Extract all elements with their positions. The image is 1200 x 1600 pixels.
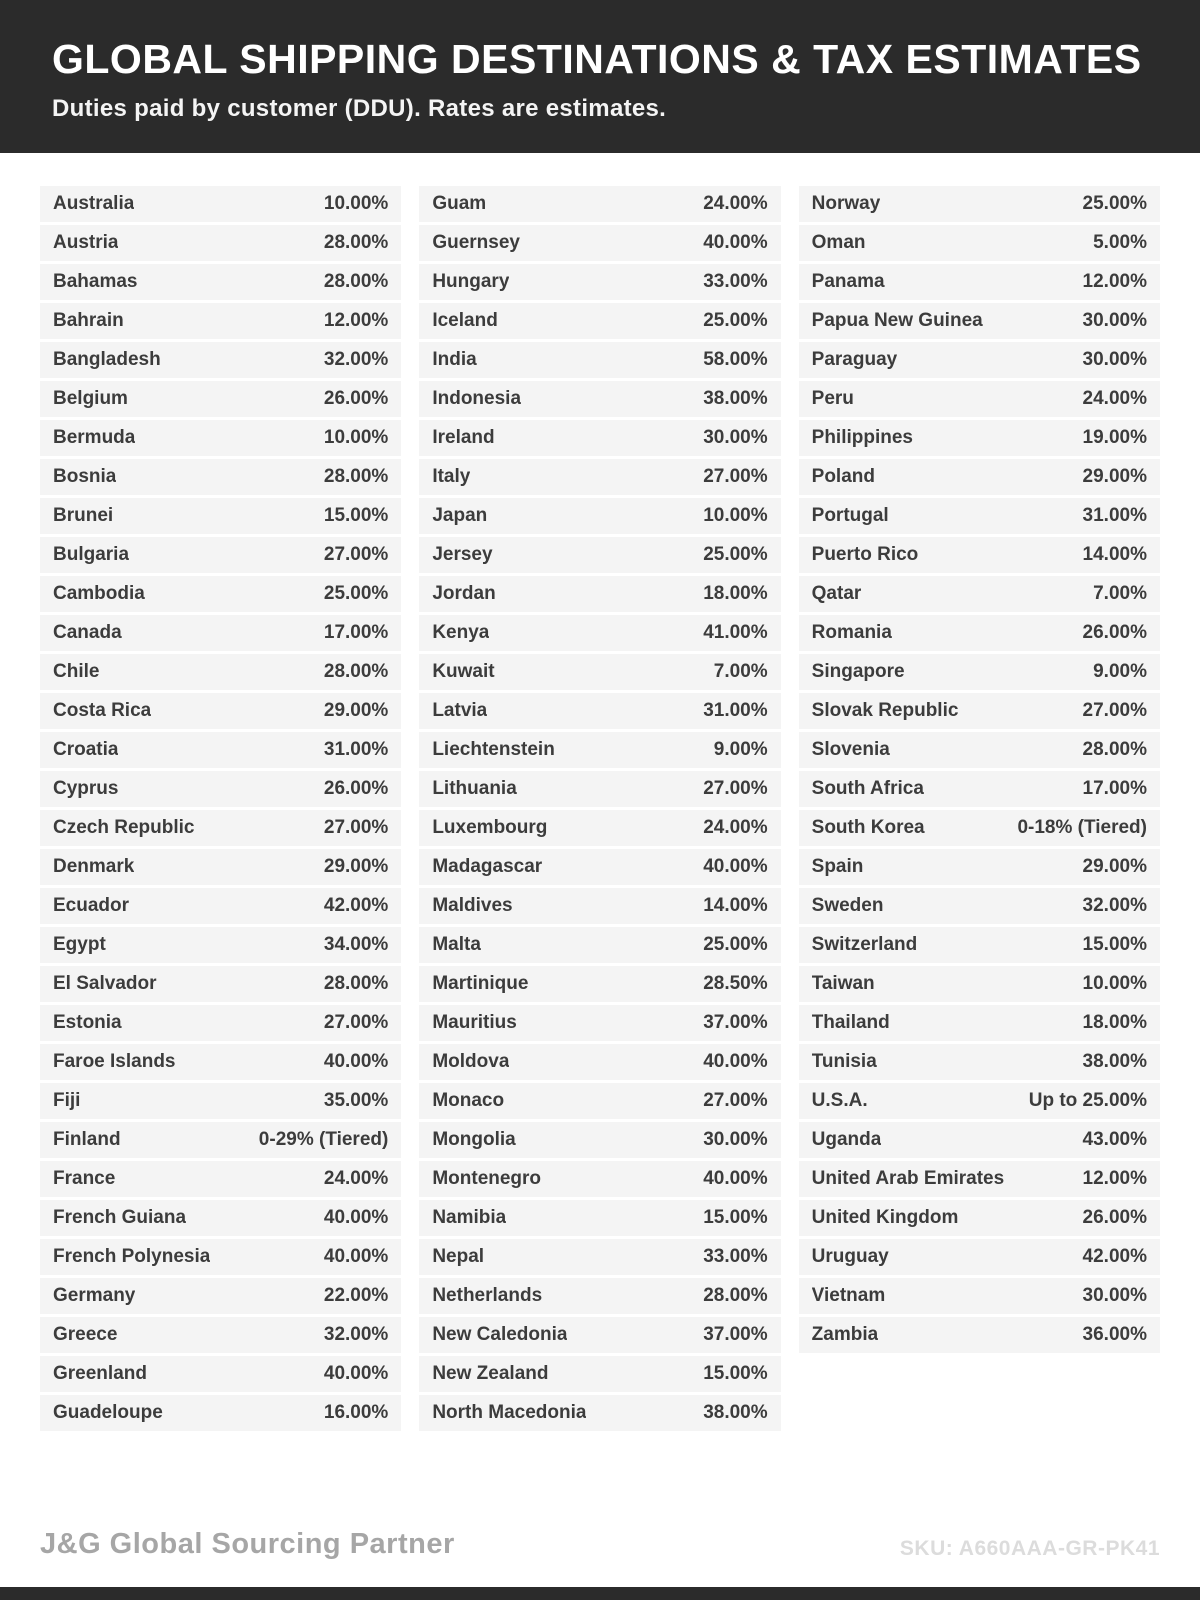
tax-column-3 xyxy=(799,186,1160,1356)
tax-rate: 28.00% xyxy=(703,1285,768,1307)
tax-row xyxy=(40,1161,401,1197)
tax-row xyxy=(40,1278,401,1314)
tax-rate: 27.00% xyxy=(703,466,768,488)
tax-row xyxy=(40,888,401,924)
tax-row xyxy=(40,966,401,1002)
tax-row xyxy=(419,732,780,768)
tax-row xyxy=(799,693,1160,729)
country-name: Bahrain xyxy=(53,310,124,332)
tax-rate: 9.00% xyxy=(1093,661,1147,683)
tax-row xyxy=(799,1239,1160,1275)
country-name: Mauritius xyxy=(432,1012,517,1034)
country-name: Lithuania xyxy=(432,778,517,800)
tax-row xyxy=(40,810,401,846)
country-name: Spain xyxy=(811,856,864,878)
country-name: Maldives xyxy=(432,895,513,917)
country-name: Canada xyxy=(53,622,122,644)
tax-row xyxy=(799,1044,1160,1080)
country-name: United Kingdom xyxy=(811,1207,959,1229)
tax-rate: 29.00% xyxy=(1082,856,1147,878)
tax-rate: 28.00% xyxy=(1082,739,1147,761)
tax-row xyxy=(419,771,780,807)
tax-rate: 15.00% xyxy=(1082,934,1147,956)
country-name: Italy xyxy=(432,466,471,488)
tax-row xyxy=(799,303,1160,339)
country-name: Nepal xyxy=(432,1246,485,1268)
tax-row xyxy=(419,1356,780,1392)
tax-row xyxy=(419,576,780,612)
tax-rate: 9.00% xyxy=(713,739,768,761)
tax-row xyxy=(40,264,401,300)
tax-rate: 40.00% xyxy=(323,1363,389,1385)
country-name: Namibia xyxy=(432,1207,507,1229)
tax-rate: 38.00% xyxy=(1082,1051,1147,1073)
tax-rate: 40.00% xyxy=(703,1051,768,1073)
tax-rate: 28.00% xyxy=(323,466,389,488)
country-name: Egypt xyxy=(53,934,106,956)
country-name: Philippines xyxy=(811,427,914,449)
country-name: French Polynesia xyxy=(53,1246,211,1268)
tax-rate: 31.00% xyxy=(323,739,389,761)
tax-row xyxy=(40,654,401,690)
tax-rate: 17.00% xyxy=(323,622,389,644)
tax-row xyxy=(40,1122,401,1158)
country-name: Germany xyxy=(53,1285,136,1307)
country-name: Paraguay xyxy=(811,349,898,371)
tax-row xyxy=(40,1083,401,1119)
country-name: Switzerland xyxy=(811,934,918,956)
country-name: Bulgaria xyxy=(53,544,130,566)
tax-row xyxy=(40,303,401,339)
tax-rate: 10.00% xyxy=(323,193,389,215)
tax-rate: 58.00% xyxy=(703,349,768,371)
tax-rate: 5.00% xyxy=(1093,232,1147,254)
tax-row xyxy=(419,1200,780,1236)
country-name: Faroe Islands xyxy=(53,1051,176,1073)
tax-row xyxy=(40,1356,401,1392)
tax-row xyxy=(799,1317,1160,1353)
country-name: Jersey xyxy=(432,544,493,566)
country-name: Hungary xyxy=(432,271,510,293)
tax-row xyxy=(40,1395,401,1431)
brand-name: J&G Global Sourcing Partner xyxy=(40,1528,455,1560)
country-name: Cyprus xyxy=(53,778,119,800)
tax-row xyxy=(799,966,1160,1002)
tax-row xyxy=(419,810,780,846)
country-name: Jordan xyxy=(432,583,496,605)
tax-rate: 24.00% xyxy=(703,193,768,215)
country-name: French Guiana xyxy=(53,1207,187,1229)
country-name: Guadeloupe xyxy=(53,1402,163,1424)
country-name: France xyxy=(53,1168,116,1190)
tax-row xyxy=(419,381,780,417)
tax-rate: 25.00% xyxy=(703,934,768,956)
tax-row xyxy=(799,732,1160,768)
tax-rate: 30.00% xyxy=(703,427,768,449)
tax-row xyxy=(799,1161,1160,1197)
country-name: India xyxy=(432,349,477,371)
tax-rate: 35.00% xyxy=(323,1090,389,1112)
tax-row xyxy=(419,1044,780,1080)
country-name: Portugal xyxy=(811,505,889,527)
country-name: El Salvador xyxy=(53,973,157,995)
country-name: Belgium xyxy=(53,388,128,410)
tax-row xyxy=(419,1317,780,1353)
country-name: United Arab Emirates xyxy=(811,1168,1005,1190)
country-name: Luxembourg xyxy=(432,817,548,839)
country-name: Latvia xyxy=(432,700,488,722)
country-name: Papua New Guinea xyxy=(811,310,983,332)
tax-rate: 24.00% xyxy=(323,1168,389,1190)
country-name: Japan xyxy=(432,505,488,527)
country-name: Liechtenstein xyxy=(432,739,555,761)
tax-rate: 12.00% xyxy=(1082,1168,1147,1190)
tax-rate: 26.00% xyxy=(1082,1207,1147,1229)
tax-rate: 24.00% xyxy=(703,817,768,839)
tax-rate: 25.00% xyxy=(1082,193,1147,215)
country-name: Slovak Republic xyxy=(811,700,959,722)
country-name: Guernsey xyxy=(432,232,520,254)
country-name: Moldova xyxy=(432,1051,510,1073)
country-name: Peru xyxy=(811,388,854,410)
country-name: Indonesia xyxy=(432,388,522,410)
tax-rate: 0-29% (Tiered) xyxy=(258,1129,389,1151)
country-name: Monaco xyxy=(432,1090,505,1112)
tax-row xyxy=(40,1200,401,1236)
tax-rate: 32.00% xyxy=(1082,895,1147,917)
tax-row xyxy=(40,186,401,222)
tax-row xyxy=(419,1161,780,1197)
tax-rate: 27.00% xyxy=(703,1090,768,1112)
tax-column-2 xyxy=(419,186,780,1434)
tax-row xyxy=(40,420,401,456)
tax-rate: 15.00% xyxy=(703,1207,768,1229)
tax-rate: 18.00% xyxy=(1082,1012,1147,1034)
tax-row xyxy=(799,342,1160,378)
country-name: Thailand xyxy=(811,1012,890,1034)
page-title: GLOBAL SHIPPING DESTINATIONS & TAX ESTIMATES xyxy=(52,36,1142,82)
tax-rate: 24.00% xyxy=(1082,388,1147,410)
tax-rate: 31.00% xyxy=(703,700,768,722)
page-subtitle: Duties paid by customer (DDU). Rates are estimates. xyxy=(52,95,667,123)
country-name: Montenegro xyxy=(432,1168,542,1190)
tax-row xyxy=(40,576,401,612)
country-name: Malta xyxy=(432,934,481,956)
tax-row xyxy=(419,225,780,261)
tax-rate: 43.00% xyxy=(1082,1129,1147,1151)
tax-row xyxy=(799,498,1160,534)
tax-row xyxy=(799,381,1160,417)
country-name: Guam xyxy=(432,193,487,215)
tax-rate: 26.00% xyxy=(1082,622,1147,644)
header xyxy=(0,0,1200,153)
tax-rate: 27.00% xyxy=(323,1012,389,1034)
tax-row xyxy=(799,615,1160,651)
tax-rate: 19.00% xyxy=(1082,427,1147,449)
country-name: North Macedonia xyxy=(432,1402,587,1424)
tax-row xyxy=(419,615,780,651)
country-name: New Caledonia xyxy=(432,1324,568,1346)
tax-row xyxy=(40,849,401,885)
tax-rate: 17.00% xyxy=(1082,778,1147,800)
country-name: Bosnia xyxy=(53,466,117,488)
country-name: Bangladesh xyxy=(53,349,161,371)
tax-row xyxy=(40,498,401,534)
tax-rate: Up to 25.00% xyxy=(1028,1090,1147,1112)
tax-table xyxy=(0,153,1200,1434)
tax-row xyxy=(799,771,1160,807)
tax-row xyxy=(40,1317,401,1353)
tax-row xyxy=(419,420,780,456)
country-name: Ecuador xyxy=(53,895,130,917)
tax-rate: 7.00% xyxy=(1093,583,1147,605)
tax-rate: 26.00% xyxy=(323,388,389,410)
country-name: Uruguay xyxy=(811,1246,889,1268)
tax-row xyxy=(419,654,780,690)
tax-rate: 30.00% xyxy=(1082,310,1147,332)
country-name: Estonia xyxy=(53,1012,122,1034)
country-name: Madagascar xyxy=(432,856,543,878)
tax-row xyxy=(419,1239,780,1275)
tax-rate: 40.00% xyxy=(323,1246,389,1268)
tax-rate: 12.00% xyxy=(1082,271,1147,293)
tax-rate: 36.00% xyxy=(1082,1324,1147,1346)
country-name: Costa Rica xyxy=(53,700,152,722)
tax-rate: 40.00% xyxy=(323,1051,389,1073)
tax-rate: 25.00% xyxy=(323,583,389,605)
tax-row xyxy=(419,849,780,885)
country-name: Fiji xyxy=(53,1090,81,1112)
tax-row xyxy=(799,1200,1160,1236)
tax-row xyxy=(419,888,780,924)
tax-rate: 30.00% xyxy=(703,1129,768,1151)
tax-row xyxy=(799,420,1160,456)
country-name: Qatar xyxy=(811,583,862,605)
tax-row xyxy=(419,1395,780,1431)
tax-rate: 27.00% xyxy=(323,817,389,839)
country-name: Kenya xyxy=(432,622,490,644)
tax-row xyxy=(799,1083,1160,1119)
country-name: Croatia xyxy=(53,739,119,761)
tax-rate: 37.00% xyxy=(703,1012,768,1034)
country-name: Slovenia xyxy=(811,739,890,761)
tax-rate: 37.00% xyxy=(703,1324,768,1346)
country-name: Vietnam xyxy=(811,1285,886,1307)
country-name: Australia xyxy=(53,193,135,215)
country-name: Panama xyxy=(811,271,885,293)
tax-rate: 41.00% xyxy=(703,622,768,644)
country-name: Taiwan xyxy=(811,973,875,995)
tax-row xyxy=(419,1122,780,1158)
tax-row xyxy=(419,186,780,222)
country-name: Uganda xyxy=(811,1129,882,1151)
tax-rate: 28.00% xyxy=(323,973,389,995)
country-name: Greece xyxy=(53,1324,118,1346)
tax-rate: 10.00% xyxy=(323,427,389,449)
country-name: Ireland xyxy=(432,427,495,449)
tax-rate: 42.00% xyxy=(323,895,389,917)
tax-rate: 28.00% xyxy=(323,661,389,683)
country-name: Denmark xyxy=(53,856,135,878)
country-name: Tunisia xyxy=(811,1051,877,1073)
country-name: Puerto Rico xyxy=(811,544,919,566)
country-name: Czech Republic xyxy=(53,817,195,839)
tax-rate: 10.00% xyxy=(703,505,768,527)
tax-row xyxy=(799,537,1160,573)
tax-row xyxy=(419,498,780,534)
tax-row xyxy=(799,1005,1160,1041)
tax-rate: 29.00% xyxy=(1082,466,1147,488)
tax-row xyxy=(40,225,401,261)
country-name: Netherlands xyxy=(432,1285,543,1307)
tax-row xyxy=(40,771,401,807)
tax-rate: 40.00% xyxy=(703,1168,768,1190)
tax-row xyxy=(799,888,1160,924)
country-name: Martinique xyxy=(432,973,529,995)
tax-rate: 12.00% xyxy=(323,310,389,332)
tax-row xyxy=(419,966,780,1002)
tax-row xyxy=(799,1278,1160,1314)
tax-rate: 27.00% xyxy=(323,544,389,566)
tax-row xyxy=(419,537,780,573)
tax-row xyxy=(799,927,1160,963)
tax-column-1 xyxy=(40,186,401,1434)
country-name: South Korea xyxy=(811,817,925,839)
tax-rate: 14.00% xyxy=(1082,544,1147,566)
tax-row xyxy=(419,693,780,729)
bottom-bar xyxy=(0,1587,1200,1600)
country-name: Singapore xyxy=(811,661,905,683)
tax-rate: 40.00% xyxy=(323,1207,389,1229)
country-name: Zambia xyxy=(811,1324,879,1346)
tax-row xyxy=(419,303,780,339)
country-name: Poland xyxy=(811,466,875,488)
tax-rate: 27.00% xyxy=(1082,700,1147,722)
tax-rate: 10.00% xyxy=(1082,973,1147,995)
tax-rate: 25.00% xyxy=(703,310,768,332)
tax-rate: 26.00% xyxy=(323,778,389,800)
tax-row xyxy=(40,615,401,651)
tax-row xyxy=(799,459,1160,495)
tax-row xyxy=(40,381,401,417)
tax-rate: 14.00% xyxy=(703,895,768,917)
country-name: Norway xyxy=(811,193,881,215)
tax-row xyxy=(419,1278,780,1314)
tax-rate: 31.00% xyxy=(1082,505,1147,527)
tax-rate: 0-18% (Tiered) xyxy=(1017,817,1147,839)
tax-row xyxy=(799,1122,1160,1158)
tax-rate: 38.00% xyxy=(703,388,768,410)
country-name: Kuwait xyxy=(432,661,495,683)
country-name: Romania xyxy=(811,622,892,644)
tax-rate: 7.00% xyxy=(713,661,768,683)
country-name: Mongolia xyxy=(432,1129,516,1151)
tax-rate: 15.00% xyxy=(323,505,389,527)
country-name: New Zealand xyxy=(432,1363,549,1385)
tax-row xyxy=(40,537,401,573)
tax-row xyxy=(40,459,401,495)
country-name: Oman xyxy=(811,232,866,254)
sku-label: SKU: A660AAA-GR-PK41 xyxy=(899,1537,1160,1560)
tax-rate: 28.00% xyxy=(323,232,389,254)
tax-rate: 28.50% xyxy=(703,973,768,995)
country-name: Brunei xyxy=(53,505,114,527)
tax-row xyxy=(40,1044,401,1080)
tax-row xyxy=(40,927,401,963)
tax-rate: 28.00% xyxy=(323,271,389,293)
tax-row xyxy=(799,810,1160,846)
tax-rate: 40.00% xyxy=(703,232,768,254)
tax-row xyxy=(419,927,780,963)
country-name: South Africa xyxy=(811,778,924,800)
tax-row xyxy=(799,264,1160,300)
tax-rate: 33.00% xyxy=(703,1246,768,1268)
country-name: Finland xyxy=(53,1129,121,1151)
tax-rate: 22.00% xyxy=(323,1285,389,1307)
tax-rate: 33.00% xyxy=(703,271,768,293)
tax-rate: 42.00% xyxy=(1082,1246,1147,1268)
tax-row xyxy=(799,654,1160,690)
tax-row xyxy=(419,1083,780,1119)
tax-row xyxy=(799,225,1160,261)
tax-row xyxy=(419,342,780,378)
tax-rate: 40.00% xyxy=(703,856,768,878)
tax-rate: 30.00% xyxy=(1082,349,1147,371)
tax-row xyxy=(40,1005,401,1041)
tax-row xyxy=(40,342,401,378)
tax-rate: 18.00% xyxy=(703,583,768,605)
tax-rate: 16.00% xyxy=(323,1402,389,1424)
footer xyxy=(0,1528,1200,1587)
country-name: Bahamas xyxy=(53,271,138,293)
tax-rate: 29.00% xyxy=(323,856,389,878)
tax-row xyxy=(40,732,401,768)
country-name: Sweden xyxy=(811,895,884,917)
tax-row xyxy=(419,1005,780,1041)
country-name: Greenland xyxy=(53,1363,147,1385)
tax-rate: 32.00% xyxy=(323,1324,389,1346)
tax-row xyxy=(799,849,1160,885)
country-name: Chile xyxy=(53,661,100,683)
tax-row xyxy=(799,576,1160,612)
country-name: Bermuda xyxy=(53,427,136,449)
tax-rate: 29.00% xyxy=(323,700,389,722)
tax-row xyxy=(799,186,1160,222)
country-name: Iceland xyxy=(432,310,498,332)
country-name: Austria xyxy=(53,232,119,254)
country-name: Cambodia xyxy=(53,583,145,605)
tax-row xyxy=(40,693,401,729)
tax-rate: 25.00% xyxy=(703,544,768,566)
country-name: U.S.A. xyxy=(811,1090,868,1112)
tax-rate: 38.00% xyxy=(703,1402,768,1424)
tax-row xyxy=(419,459,780,495)
tax-row xyxy=(419,264,780,300)
tax-rate: 30.00% xyxy=(1082,1285,1147,1307)
tax-rate: 32.00% xyxy=(323,349,389,371)
tax-rate: 27.00% xyxy=(703,778,768,800)
tax-rate: 15.00% xyxy=(703,1363,768,1385)
tax-row xyxy=(40,1239,401,1275)
tax-rate: 34.00% xyxy=(323,934,389,956)
